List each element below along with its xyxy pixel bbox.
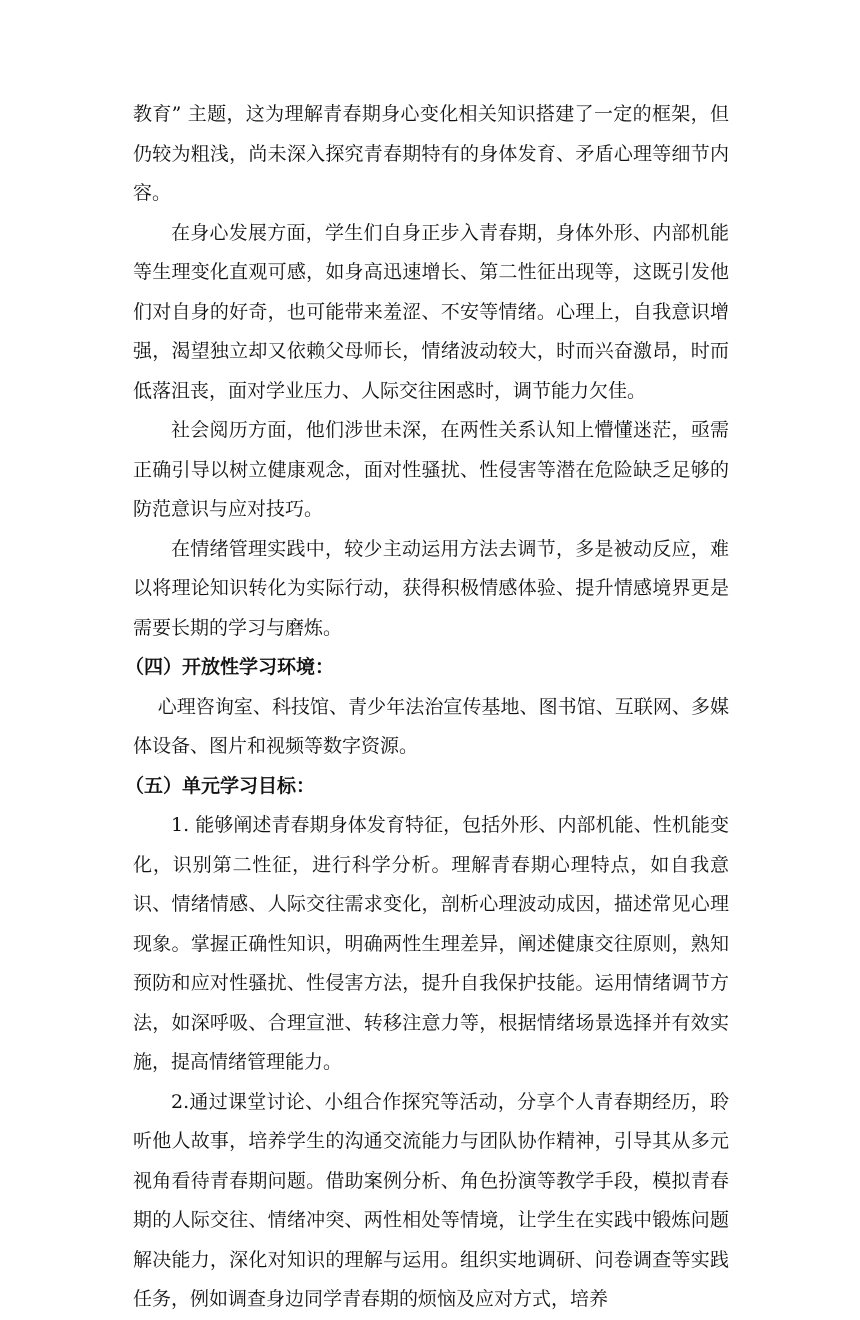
section-heading-learning-environment: （四）开放性学习环境：	[125, 656, 335, 678]
paragraph-emotion-management: 在情绪管理实践中，较少主动运用方法去调节，多是被动反应，难以将理论知识转化为实际行动，获得积极情感体验、提升情感境界更是需要长期的学习与磨炼。	[133, 537, 729, 639]
paragraph-learning-resources: 心理咨询室、科技馆、青少年法治宣传基地、图书馆、互联网、多媒体设备、图片和视频等数字资源。	[133, 695, 729, 757]
paragraph-physical-mental-development: 在身心发展方面，学生们自身正步入青春期，身体外形、内部机能等生理变化直观可感，如身高迅速增长、第二性征出现等，这既引发他们对自身的好奇，也可能带来羞涩、不安等情绪。心理上，自我意识增强，渴望独立却又依赖父母师长，情绪波动较大，时而兴奋激昂，时而低落沮丧，面对学业压力、人际交往困惑时，调节能力欠佳。	[133, 221, 729, 402]
paragraph-goal-2: 2.通过课堂讨论、小组合作探究等活动，分享个人青春期经历，聆听他人故事，培养学生的沟通交流能力与团队协作精神，引导其从多元视角看待青春期问题。借助案例分析、角色扮演等教学手段，模拟青春期的人际交往、情绪冲突、两性相处等情境，让学生在实践中锻炼问题解决能力，深化对知识的理解与运用。组织实地调研、问卷调查等实践任务，例如调查身边同学青春期的烦恼及应对方式，培养	[133, 1090, 729, 1310]
section-heading-learning-goals: （五）单元学习目标：	[125, 774, 316, 797]
document-body	[125, 95, 729, 1320]
paragraph-social-experience: 社会阅历方面，他们涉世未深，在两性关系认知上懵懂迷茫，亟需正确引导以树立健康观念，面对性骚扰、性侵害等潜在危险缺乏足够的防范意识与应对技巧。	[133, 419, 729, 520]
paragraph-goal-1: 1. 能够阐述青春期身体发育特征，包括外形、内部机能、性机能变化，识别第二性征，进行科学分析。理解青春期心理特点，如自我意识、情绪情感、人际交往需求变化，剖析心理波动成因，描述常见心理现象。掌握正确性知识，明确两性生理差异，阐述健康交往原则，熟知预防和应对性骚扰、性侵害方法，提升自我保护技能。运用情绪调节方法，如深呼吸、合理宣泄、转移注意力等，根据情绪场景选择并有效实施，提高情绪管理能力。	[133, 814, 729, 1073]
paragraph-continuation: 教育” 主题，这为理解青春期身心变化相关知识搭建了一定的框架，但仍较为粗浅，尚未深入探究青春期特有的身体发育、矛盾心理等细节内容。	[133, 103, 729, 204]
